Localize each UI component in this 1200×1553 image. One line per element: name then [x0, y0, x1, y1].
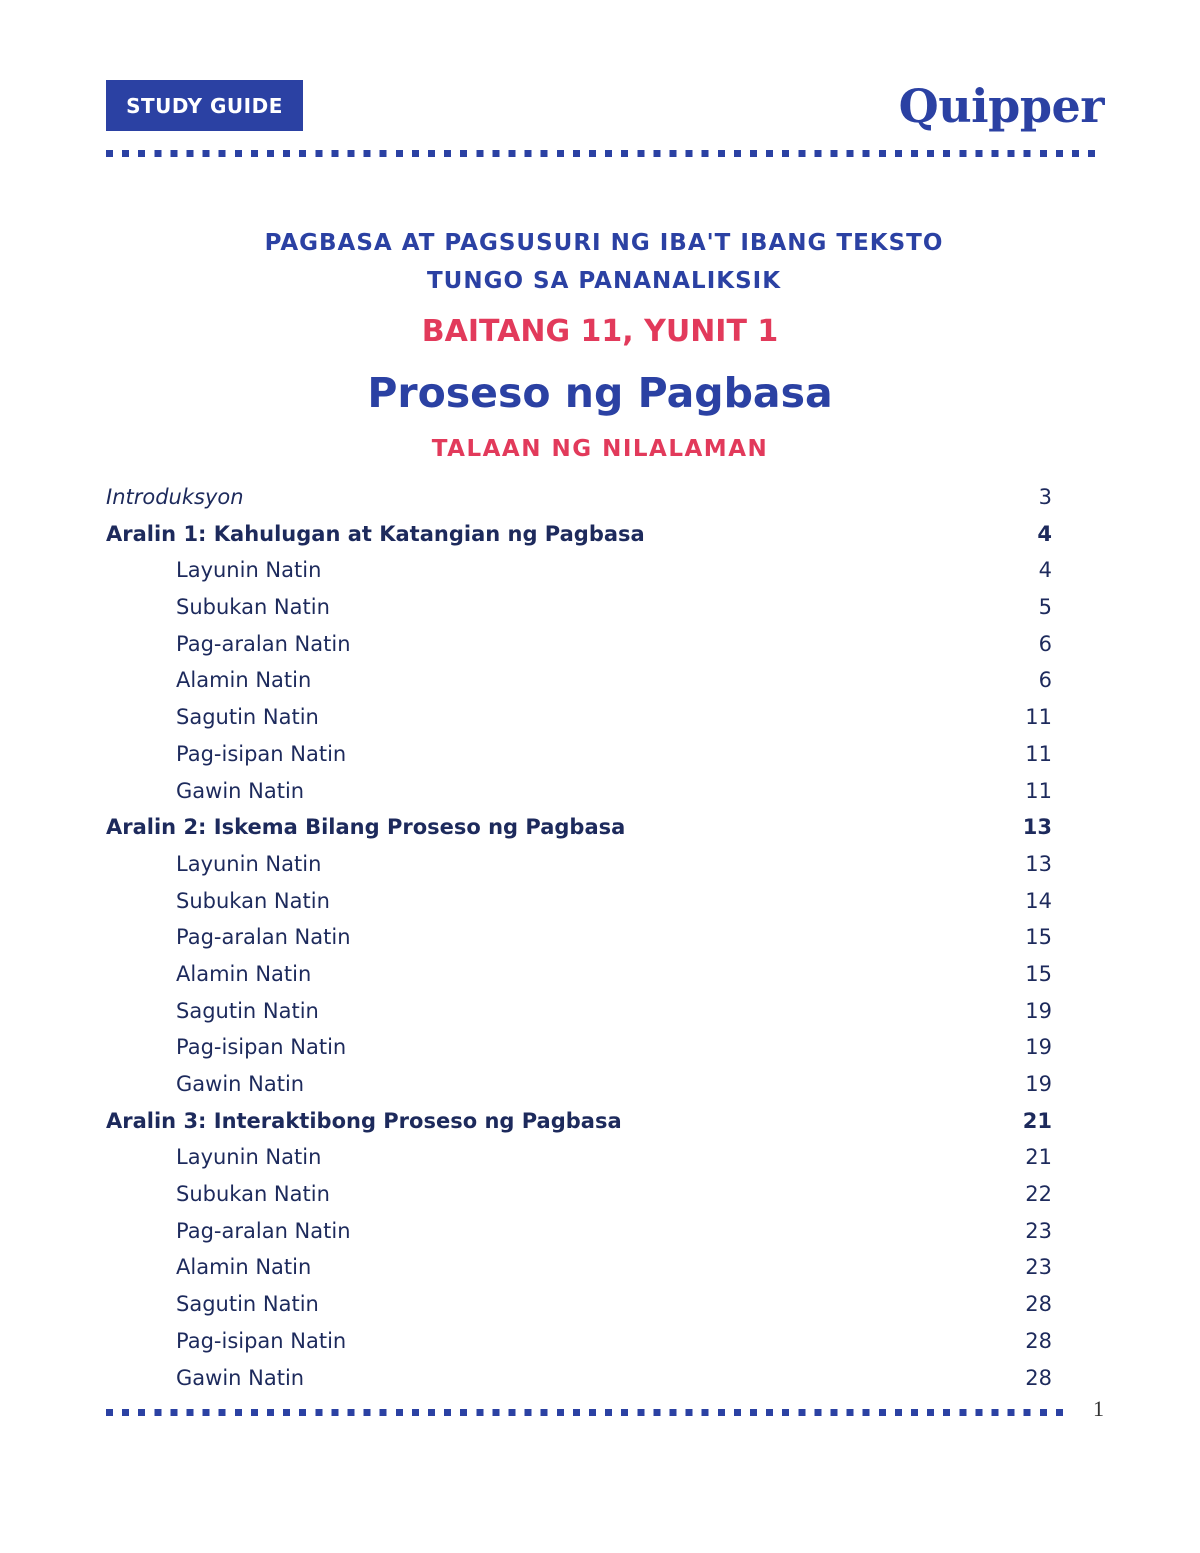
toc-subentry-label: Gawin Natin — [176, 1365, 305, 1390]
toc-subentry-page: 19 — [1025, 1072, 1052, 1096]
toc-subentry-label: Pag-aralan Natin — [176, 631, 351, 656]
toc-subentry-page: 21 — [1025, 1145, 1052, 1170]
toc-subentry-label: Gawin Natin — [176, 1072, 305, 1096]
toc-subentry-page: 6 — [1038, 631, 1052, 656]
toc-subentry-label: Pag-aralan Natin — [176, 1218, 351, 1243]
toc-subentry-label: Alamin Natin — [176, 1255, 312, 1280]
toc-subentry-label: Subukan Natin — [176, 1182, 330, 1207]
toc-subentry[interactable] — [106, 846, 1052, 883]
subject-title-line-1: PAGBASA AT PAGSUSURI NG IBA'T IBANG TEKSTO — [264, 230, 944, 256]
toc-subentry-label: Sagutin Natin — [176, 705, 319, 730]
toc-subentry[interactable] — [106, 1360, 1052, 1397]
title-block — [0, 224, 1200, 466]
toc-subentry[interactable] — [106, 773, 1052, 810]
toc-lesson-label: Aralin 1: Kahulugan at Katangian ng Pagbasa — [106, 521, 645, 546]
toc-lesson-page: 21 — [1022, 1108, 1052, 1133]
toc-subentry-page: 14 — [1025, 888, 1052, 913]
toc-subentry-label: Subukan Natin — [176, 888, 330, 913]
toc-lesson-label: Aralin 3: Interaktibong Proseso ng Pagbasa — [106, 1108, 622, 1133]
toc-subentry[interactable] — [106, 1029, 1052, 1066]
toc-subentry-page: 11 — [1025, 705, 1052, 730]
toc-subentry-page: 19 — [1025, 1035, 1052, 1060]
toc-subentry-page: 28 — [1025, 1365, 1052, 1390]
toc-subentry[interactable] — [106, 1176, 1052, 1213]
toc-subentry-page: 13 — [1025, 851, 1052, 876]
toc-subentry[interactable] — [106, 699, 1052, 736]
toc-subentry-label: Subukan Natin — [176, 595, 330, 620]
toc-entry-introduction[interactable] — [106, 479, 1052, 516]
toc-subentry-page: 23 — [1025, 1255, 1052, 1280]
toc-subentry[interactable] — [106, 1249, 1052, 1286]
toc-subentry-page: 15 — [1025, 925, 1052, 950]
toc-subentry-page: 28 — [1025, 1328, 1052, 1353]
top-dotted-divider — [106, 150, 1104, 157]
toc-lesson-label: Aralin 2: Iskema Bilang Proseso ng Pagbasa — [106, 815, 626, 840]
toc-subentry-page: 15 — [1025, 961, 1052, 986]
toc-subentry-label: Gawin Natin — [176, 778, 305, 803]
toc-subentry-page: 22 — [1025, 1182, 1052, 1207]
toc-subentry-label: Layunin Natin — [176, 1145, 322, 1170]
toc-subentry[interactable] — [106, 956, 1052, 993]
toc-lesson-1[interactable] — [106, 516, 1052, 553]
quipper-logo: Quipper — [898, 79, 1104, 133]
toc-subentry-label: Alamin Natin — [176, 668, 312, 693]
bottom-dotted-divider — [106, 1409, 1072, 1416]
toc-subentry[interactable] — [106, 552, 1052, 589]
page-number: 1 — [1093, 1396, 1104, 1421]
grade-unit-heading: BAITANG 11, YUNIT 1 — [421, 314, 779, 349]
study-guide-badge: STUDY GUIDE — [106, 80, 303, 131]
toc-subentry-label: Pag-isipan Natin — [176, 1035, 347, 1060]
toc-subentry-page: 11 — [1025, 778, 1052, 803]
toc-subentry[interactable] — [106, 1139, 1052, 1176]
toc-subentry-label: Layunin Natin — [176, 851, 322, 876]
toc-subentry[interactable] — [106, 589, 1052, 626]
toc-subentry[interactable] — [106, 919, 1052, 956]
toc-subentry[interactable] — [106, 1213, 1052, 1250]
toc-lesson-page: 13 — [1022, 815, 1052, 840]
toc-subentry-label: Sagutin Natin — [176, 1292, 319, 1317]
toc-subentry-page: 4 — [1038, 558, 1052, 583]
toc-lesson-2[interactable] — [106, 809, 1052, 846]
subject-title-line-2: TUNGO SA PANANALIKSIK — [426, 268, 782, 294]
toc-subentry-page: 6 — [1038, 668, 1052, 693]
toc-subentry-label: Alamin Natin — [176, 961, 312, 986]
toc-entry-label: Introduksyon — [106, 485, 244, 509]
toc-subentry[interactable] — [106, 1286, 1052, 1323]
toc-subentry-label: Layunin Natin — [176, 558, 322, 583]
toc-subentry-page: 28 — [1025, 1292, 1052, 1317]
toc-subentry[interactable] — [106, 662, 1052, 699]
toc-subentry-page: 5 — [1038, 595, 1052, 620]
toc-subentry-label: Pag-isipan Natin — [176, 1328, 347, 1353]
toc-heading: TALAAN NG NILALAMAN — [431, 436, 769, 462]
toc-entry-page: 3 — [1038, 485, 1052, 509]
toc-subentry-page: 11 — [1025, 741, 1052, 766]
toc-subentry-label: Sagutin Natin — [176, 998, 319, 1023]
toc-subentry[interactable] — [106, 1066, 1052, 1103]
toc-subentry[interactable] — [106, 626, 1052, 663]
toc-subentry-label: Pag-isipan Natin — [176, 741, 347, 766]
table-of-contents — [106, 479, 1052, 1396]
toc-subentry-label: Pag-aralan Natin — [176, 925, 351, 950]
toc-subentry-page: 23 — [1025, 1218, 1052, 1243]
toc-subentry-page: 19 — [1025, 998, 1052, 1023]
toc-subentry[interactable] — [106, 1323, 1052, 1360]
toc-subentry[interactable] — [106, 993, 1052, 1030]
toc-subentry[interactable] — [106, 736, 1052, 773]
toc-lesson-3[interactable] — [106, 1103, 1052, 1140]
toc-lesson-page: 4 — [1037, 521, 1052, 546]
toc-subentry[interactable] — [106, 883, 1052, 920]
unit-title: Proseso ng Pagbasa — [367, 369, 833, 417]
